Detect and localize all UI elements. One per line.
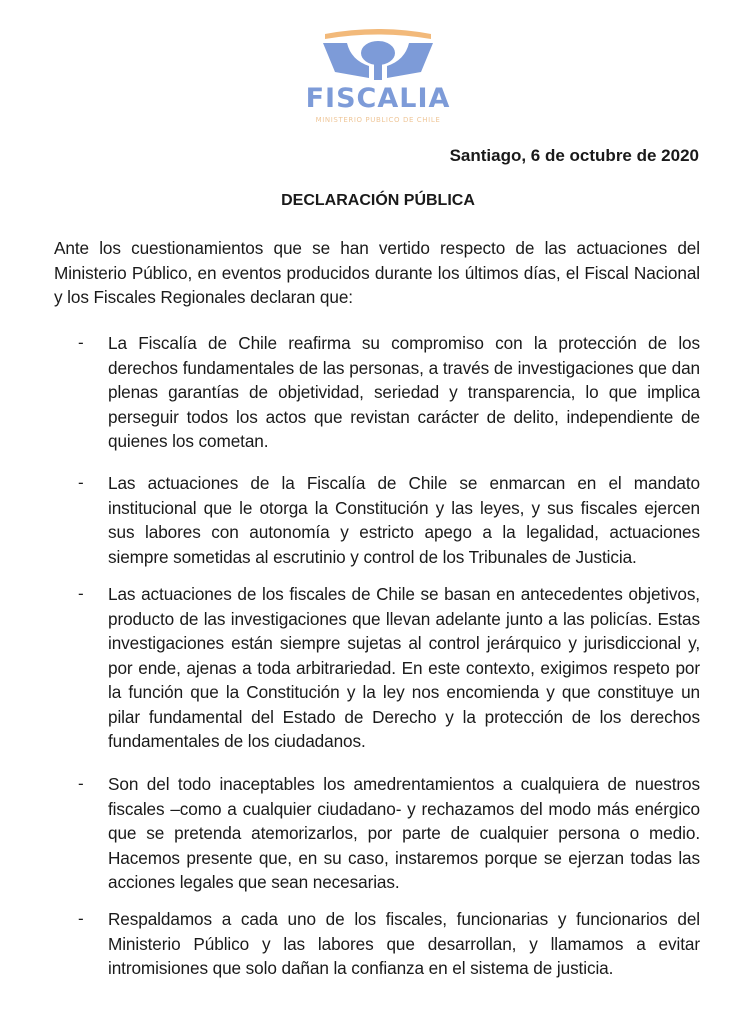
bullet-dash: - <box>78 774 84 793</box>
fiscalia-logo <box>295 22 461 132</box>
list-item-text: Son del todo inaceptables los amedrentamientos a cualquiera de nuestros fiscales –como a cualquier ciudadano- y rechazamos del modo más enérgico que se pretenda atemorizarlos, por parte de cualquier persona o medio. Hacemos presente que, en su caso, instaremos porque se ejerzan todas las acciones legales que sean necesarias. <box>108 774 700 892</box>
list-item-text: Respaldamos a cada uno de los fiscales, funcionarias y funcionarios del Ministerio Público y las labores que desarrollan, y llamamos a evitar intromisiones que solo dañan la confianza en el sistema de justicia. <box>108 909 700 978</box>
intro-paragraph: Ante los cuestionamientos que se han vertido respecto de las actuaciones del Ministerio Público, en eventos producidos durante los últimos días, el Fiscal Nacional y los Fiscales Regionales declaran que: <box>54 238 700 307</box>
bullet-dash: - <box>78 909 84 928</box>
list-item-text: La Fiscalía de Chile reafirma su compromiso con la protección de los derechos fundamentales de las personas, a través de investigaciones que dan plenas garantías de objetividad, seriedad y transparencia, lo que implica perseguir todos los actos que revistan carácter de delito, independiente de quienes los cometan. <box>108 333 700 451</box>
list-item-text: Las actuaciones de la Fiscalía de Chile se enmarcan en el mandato institucional que le otorga la Constitución y las leyes, y sus fiscales ejercen sus labores con autonomía y estricto apego a la legalidad, actuaciones siempre sometidas al escrutinio y control de los Tribunales de Justicia. <box>108 473 700 567</box>
logo-wordmark: FISCALIA <box>305 83 451 114</box>
list-item-text: Las actuaciones de los fiscales de Chile se basan en antecedentes objetivos, producto de las investigaciones que llevan adelante junto a las policías. Estas investigaciones están siempre sujetas al control jerárquico y jurisdiccional y, por ende, ajenas a toda arbitrariedad. En este contexto, exigimos respeto por la función que la Constitución y la ley nos encomienda y que constituye un pilar fundamental del Estado de Derecho y la protección de los derechos fundamentales de los ciudadanos. <box>108 584 700 751</box>
bullet-dash: - <box>78 584 84 603</box>
logo-subtitle: MINISTERIO PUBLICO DE CHILE <box>315 116 441 124</box>
document-date: Santiago, 6 de octubre de 2020 <box>449 146 699 165</box>
document-title: DECLARACIÓN PÚBLICA <box>281 192 475 209</box>
bullet-dash: - <box>78 333 84 352</box>
bullet-dash: - <box>78 473 84 492</box>
fiscalia-emblem-icon <box>295 22 461 84</box>
